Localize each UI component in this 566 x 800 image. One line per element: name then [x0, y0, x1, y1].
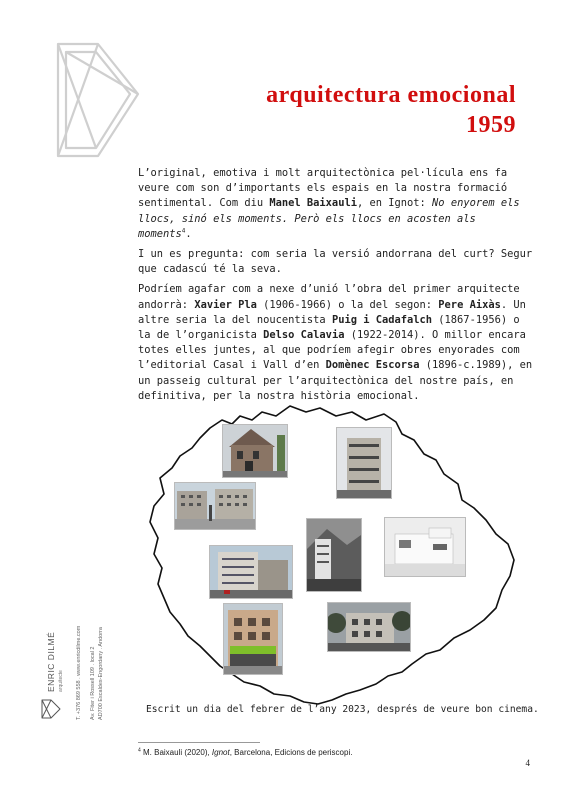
architect-name: Puig i Cadafalch	[331, 313, 433, 326]
paragraph-2: I un es pregunta: com seria la versió andorrana del curt? Segur que cadascú té la seva.	[138, 248, 533, 276]
footnote-number: 4	[138, 747, 141, 754]
address-line-1: Av. Fiter i Rossell 109 . local 2	[90, 646, 96, 720]
footnote-ref[interactable]: 4	[181, 227, 186, 235]
photo-tower-mountain	[306, 518, 362, 592]
title-line-2: 1959	[466, 112, 516, 138]
photo-green-sign-building	[223, 603, 283, 675]
page-title	[266, 80, 516, 140]
paragraph-3	[138, 282, 533, 404]
architect-name: Xavier Pla	[194, 298, 257, 311]
photo-corner-building	[209, 545, 293, 599]
address-line-2: AD700 Escaldes-Engordany . Andorra	[98, 627, 104, 720]
article-body	[138, 166, 533, 409]
text-run: (1867-1956) o la de l’organicista	[138, 313, 520, 342]
text-run: (1896-c.1989), en un passeig cultural per l’arquitectònica del nostre país, en definitiva, per la nostra història emocional.	[138, 359, 533, 402]
author-name: Manel Baixauli	[269, 197, 357, 210]
title-line-1: arquitectura emocional	[266, 82, 516, 108]
photo-white-modern-house	[384, 517, 466, 577]
text-run: (1922-2014). O millor encara totes elles juntes, al que podríem afegir obres enyorades com l’editorial Casal i Vall d’en	[138, 329, 526, 372]
contact-info: T. +376 869 558 . www.enricdilme.com	[76, 625, 82, 720]
photo-modern-tower	[336, 427, 392, 499]
footnote	[138, 748, 352, 757]
paragraph-1	[138, 166, 533, 242]
text-run: .	[185, 227, 192, 240]
quote: No enyorem els llocs, sinó els moments. Però els llocs en acosten als moments	[138, 197, 520, 240]
brand-subtitle: arquitecte	[58, 670, 64, 692]
architect-name: Delso Calavia	[263, 329, 345, 342]
text-run: Podríem agafar com a nexe d’unió l’obra del primer arquitecte andorrà:	[138, 283, 520, 311]
photo-stone-villa	[222, 424, 288, 478]
footnote-book-title: Ignot	[211, 748, 230, 757]
closing-caption: Escrit un dia del febrer de l’any 2023, després de veure bon cinema.	[146, 704, 539, 715]
footnote-text: M. Baixauli (2020),	[140, 748, 212, 757]
architect-name: Pere Aixàs	[438, 298, 501, 311]
brand-logo-icon	[40, 698, 62, 720]
logo-watermark-icon	[52, 40, 144, 160]
text-run: (1906-1966) o la del segon:	[256, 298, 439, 311]
page-number: 4	[525, 758, 530, 768]
footnote-divider	[138, 742, 260, 743]
text-run: L’original, emotiva i molt arquitectònica pel·lícula ens fa veure com son d’importants els espais en la nostra formació sentimental. Com diu	[138, 167, 508, 210]
sidebar-branding	[40, 580, 120, 720]
text-run: . Un altre seria la del noucentista	[138, 298, 526, 326]
photo-plaza-buildings	[174, 482, 256, 530]
photo-old-building-trees	[327, 602, 411, 652]
footnote-text: , Barcelona, Edicions de periscopi.	[229, 748, 353, 757]
brand-name: ENRIC DILMÉ	[46, 631, 56, 692]
architect-name: Domènec Escorsa	[325, 359, 420, 372]
text-run: , en Ignot:	[356, 197, 433, 210]
